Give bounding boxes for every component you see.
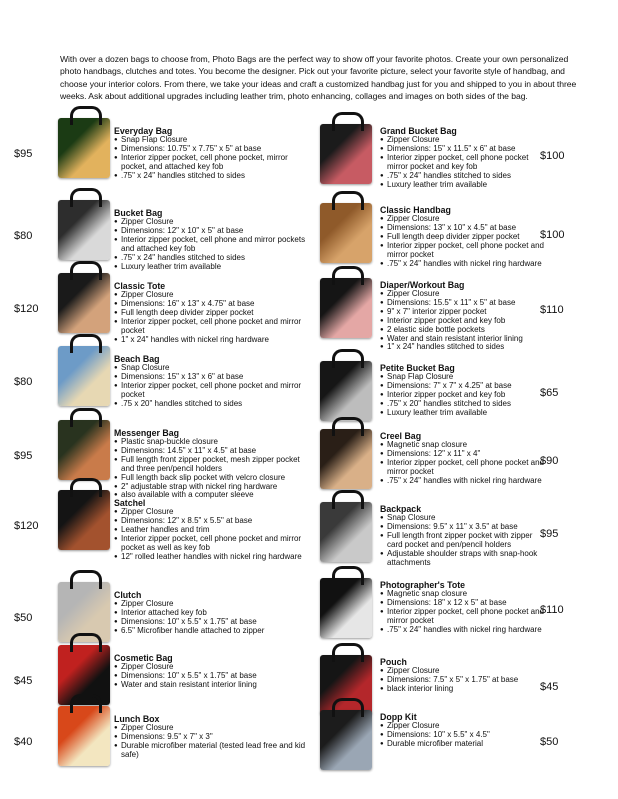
product-price: $90 [540, 455, 559, 467]
feature-item: ● .75" x 20" handles stitched to sides [380, 400, 548, 409]
feature-list [380, 722, 548, 749]
feature-item: ● .75" x 24" handles with nickel ring hardware [380, 260, 548, 269]
product-name: Cosmetic Bag [114, 653, 173, 663]
feature-item: ● 9" x 7" interior zipper pocket [380, 308, 548, 317]
feature-list [380, 215, 548, 268]
bag-handle [332, 266, 364, 285]
feature-item: ● Zipper Closure [114, 663, 308, 672]
feature-item: ● black interior lining [380, 685, 548, 694]
feature-item: ● Full length back slip pocket with velcro closure [114, 474, 308, 483]
feature-item: ● Dimensions: 14.5" x 11" x 4.5" at base [114, 447, 308, 456]
feature-item: ● Dimensions: 12" x 11" x 4" [380, 450, 548, 459]
feature-list [114, 663, 308, 690]
product-photo [320, 429, 372, 489]
product-photo [58, 706, 110, 766]
product-photo [320, 278, 372, 338]
bag-handle [70, 408, 102, 427]
feature-item: ● Plastic snap-buckle closure [114, 438, 308, 447]
product-details [380, 205, 548, 268]
feature-list [114, 508, 308, 561]
product-name: Classic Handbag [380, 205, 451, 215]
product-details [380, 363, 548, 418]
feature-item: ● Interior zipper pocket, cell phone pocket and mirror pocket [114, 318, 308, 336]
feature-item: ● Water and stain resistant interior lining [380, 335, 548, 344]
feature-item: ● Dimensions: 16" x 13" x 4.75" at base [114, 300, 308, 309]
feature-item: ● Luxury leather trim available [380, 181, 548, 190]
feature-item: ● Snap Closure [114, 364, 308, 373]
feature-item: ● 12" rolled leather handles with nickel ring hardware [114, 553, 308, 562]
feature-item: ● Luxury leather trim available [380, 409, 548, 418]
feature-list [114, 600, 308, 636]
feature-list [114, 724, 308, 760]
product-name: Lunch Box [114, 714, 160, 724]
feature-item: ● 2" adjustable strap with nickel ring hardware [114, 483, 308, 492]
feature-item: ● Dimensions: 12" x 10" x 5" at base [114, 227, 308, 236]
feature-list [114, 218, 308, 271]
product-price: $100 [540, 150, 565, 162]
intro-paragraph: With over a dozen bags to choose from, Photo Bags are the perfect way to show off your favorite photos. Create your own personalized photo handbags, clutches and totes. You become the designer. Pick out your favorite picture, select your favorite style of handbag, and choose your interior colors. From there, we take your ideas and craft a customized handbag just for you and shipped to you in about three weeks. Ask about additional upgrades including leather trim, photo enhancing, collages and images on both sides of the bag. [60, 54, 577, 102]
product-price: $45 [14, 675, 33, 687]
bag-handle [332, 112, 364, 131]
feature-item: ● Interior zipper pocket, cell phone and mirror pockets and attached key fob [114, 236, 308, 254]
product-photo [320, 361, 372, 421]
product-photo [320, 710, 372, 770]
bag-handle [332, 349, 364, 368]
feature-item: ● Dimensions: 15" x 11.5" x 6" at base [380, 145, 548, 154]
feature-item: ● Zipper Closure [114, 600, 308, 609]
feature-item: ● 6.5" Microfiber handle attached to zipper [114, 627, 308, 636]
feature-item: ● .75" x 24" handles with nickel ring hardware [380, 477, 548, 486]
product-details [380, 657, 548, 694]
product-name: Messenger Bag [114, 428, 180, 438]
feature-item: ● Dimensions: 10" x 5.5" x 1.75" at base [114, 672, 308, 681]
product-name: Satchel [114, 498, 146, 508]
feature-item: ● Zipper Closure [380, 215, 548, 224]
feature-item: ● Magnetic snap closure [380, 441, 548, 450]
feature-item: ● Zipper Closure [380, 136, 548, 145]
product-price: $95 [14, 148, 33, 160]
product-photo [320, 578, 372, 638]
feature-item: ● Zipper Closure [380, 667, 548, 676]
bag-handle [332, 643, 364, 662]
feature-item: ● .75" x 24" handles stitched to sides [114, 172, 308, 181]
feature-item: ● .75" x 24" handles with nickel ring hardware [380, 626, 548, 635]
product-photo [58, 118, 110, 178]
feature-item: ● Snap Flap Closure [380, 373, 548, 382]
product-photo [58, 490, 110, 550]
feature-item: ● Full length front zipper pocket with zipper card pocket and pen/pencil holders [380, 532, 548, 550]
product-details [380, 280, 548, 352]
feature-item: ● Full length deep divider zipper pocket [380, 233, 548, 242]
feature-item: ● Interior zipper pocket, cell phone pocket and mirror pocket [380, 242, 548, 260]
feature-item: ● also available with a computer sleeve [114, 491, 308, 500]
feature-item: ● Zipper Closure [114, 218, 308, 227]
bag-handle [70, 570, 102, 589]
product-details [114, 590, 308, 636]
feature-item: ● Interior zipper pocket, cell phone pocket and mirror pocket [380, 608, 548, 626]
product-name: Everyday Bag [114, 126, 173, 136]
product-price: $120 [14, 520, 39, 532]
product-name: Clutch [114, 590, 142, 600]
product-details [380, 712, 548, 749]
product-details [380, 431, 548, 486]
feature-item: ● .75 x 20" handles stitched to sides [114, 400, 308, 409]
feature-item: ● Magnetic snap closure [380, 590, 548, 599]
feature-list [114, 438, 308, 500]
feature-list [380, 514, 548, 567]
product-details [380, 504, 548, 567]
product-price: $40 [14, 736, 33, 748]
product-photo [320, 124, 372, 184]
product-details [114, 281, 308, 344]
feature-item: ● Zipper Closure [114, 291, 308, 300]
feature-item: ● Durable microfiber material [380, 740, 548, 749]
feature-item: ● Dimensions: 12" x 8.5" x 5.5" at base [114, 517, 308, 526]
feature-item: ● Dimensions: 9.5" x 7" x 3" [114, 733, 308, 742]
feature-item: ● Dimensions: 15.5" x 11" x 5" at base [380, 299, 548, 308]
product-details [114, 208, 308, 271]
feature-item: ● Snap Flap Closure [114, 136, 308, 145]
product-price: $80 [14, 230, 33, 242]
feature-item: ● Dimensions: 10" x 5.5" x 4.5" [380, 731, 548, 740]
product-name: Diaper/Workout Bag [380, 280, 465, 290]
feature-item: ● .75" x 24" handles stitched to sides [380, 172, 548, 181]
feature-item: ● Interior zipper pocket, cell phone pocket and mirror pocket [114, 382, 308, 400]
feature-list [114, 136, 308, 181]
product-photo [320, 203, 372, 263]
product-name: Photographer's Tote [380, 580, 466, 590]
feature-item: ● Interior zipper pocket, cell phone pocket and mirror pocket [380, 459, 548, 477]
product-name: Creel Bag [380, 431, 422, 441]
bag-handle [70, 188, 102, 207]
product-name: Backpack [380, 504, 422, 514]
product-price: $110 [540, 604, 564, 616]
feature-item: ● Dimensions: 10" x 5.5" x 1.75" at base [114, 618, 308, 627]
feature-item: ● Luxury leather trim available [114, 263, 308, 272]
product-price: $45 [540, 681, 559, 693]
product-details [114, 498, 308, 561]
product-details [114, 714, 308, 760]
feature-list [380, 373, 548, 418]
product-price: $50 [540, 736, 559, 748]
feature-list [114, 291, 308, 344]
bag-handle [332, 191, 364, 210]
feature-item: ● Full length front zipper pocket, mesh zipper pocket and three pen/pencil holders [114, 456, 308, 474]
feature-item: ● 1" x 24" handles stitched to sides [380, 343, 548, 352]
bag-handle [332, 698, 364, 717]
product-price: $100 [540, 229, 565, 241]
feature-item: ● Zipper Closure [114, 724, 308, 733]
feature-item: ● Interior zipper pocket, cell phone pocket, mirror pocket, and attached key fob [114, 154, 308, 172]
feature-item: ● Full length deep divider zipper pocket [114, 309, 308, 318]
feature-item: ● Dimensions: 9.5" x 11" x 3.5" at base [380, 523, 548, 532]
feature-item: ● 2 elastic side bottle pockets [380, 326, 548, 335]
feature-item: ● Dimensions: 7" x 7" x 4.25" at base [380, 382, 548, 391]
feature-item: ● Zipper Closure [114, 508, 308, 517]
product-details [114, 428, 308, 500]
bag-handle [70, 334, 102, 353]
feature-item: ● Dimensions: 10.75" x 7.75" x 5" at base [114, 145, 308, 154]
product-price: $110 [540, 304, 564, 316]
feature-item: ● 1" x 24" handles with nickel ring hardware [114, 336, 308, 345]
bag-handle [70, 261, 102, 280]
product-photo [320, 502, 372, 562]
product-price: $50 [14, 612, 33, 624]
product-photo [58, 200, 110, 260]
product-price: $65 [540, 387, 559, 399]
feature-item: ● Dimensions: 13" x 10" x 4.5" at base [380, 224, 548, 233]
bag-handle [70, 633, 102, 652]
product-name: Dopp Kit [380, 712, 417, 722]
product-photo [58, 273, 110, 333]
bag-handle [70, 478, 102, 497]
feature-item: ● Snap Closure [380, 514, 548, 523]
feature-list [380, 667, 548, 694]
bag-handle [70, 106, 102, 125]
feature-item: ● Interior zipper pocket, cell phone pocket mirror pocket and key fob [380, 154, 548, 172]
product-details [380, 126, 548, 189]
product-price: $80 [14, 376, 33, 388]
bag-handle [332, 417, 364, 436]
product-name: Beach Bag [114, 354, 160, 364]
product-details [380, 580, 548, 635]
product-details [114, 354, 308, 409]
feature-item: ● Interior zipper pocket, cell phone pocket and mirror pocket as well as key fob [114, 535, 308, 553]
feature-item: ● Interior zipper pocket and key fob [380, 391, 548, 400]
feature-list [380, 136, 548, 189]
product-details [114, 653, 308, 690]
bag-handle [332, 490, 364, 509]
feature-item: ● Leather handles and trim [114, 526, 308, 535]
feature-list [380, 290, 548, 352]
feature-item: ● Zipper Closure [380, 290, 548, 299]
feature-item: ● Interior zipper pocket and key fob [380, 317, 548, 326]
bag-handle [332, 566, 364, 585]
product-name: Pouch [380, 657, 407, 667]
product-name: Grand Bucket Bag [380, 126, 457, 136]
product-details [114, 126, 308, 181]
feature-item: ● Water and stain resistant interior lining [114, 681, 308, 690]
feature-item: ● Interior attached key fob [114, 609, 308, 618]
product-photo [58, 346, 110, 406]
feature-item: ● Dimensions: 18" x 12 x 5" at base [380, 599, 548, 608]
product-name: Petite Bucket Bag [380, 363, 455, 373]
product-price: $120 [14, 303, 39, 315]
product-photo [58, 420, 110, 480]
feature-item: ● Zipper Closure [380, 722, 548, 731]
feature-item: ● Durable microfiber material (tested lead free and kid safe) [114, 742, 308, 760]
product-price: $95 [14, 450, 33, 462]
feature-item: ● Adjustable shoulder straps with snap-hook attachments [380, 550, 548, 568]
feature-list [380, 590, 548, 635]
product-name: Bucket Bag [114, 208, 163, 218]
feature-item: ● .75" x 24" handles stitched to sides [114, 254, 308, 263]
feature-list [114, 364, 308, 409]
product-name: Classic Tote [114, 281, 166, 291]
feature-item: ● Dimensions: 15" x 13" x 6" at base [114, 373, 308, 382]
feature-item: ● Dimensions: 7.5" x 5" x 1.75" at base [380, 676, 548, 685]
feature-list [380, 441, 548, 486]
product-price: $95 [540, 528, 559, 540]
bag-handle [70, 694, 102, 713]
